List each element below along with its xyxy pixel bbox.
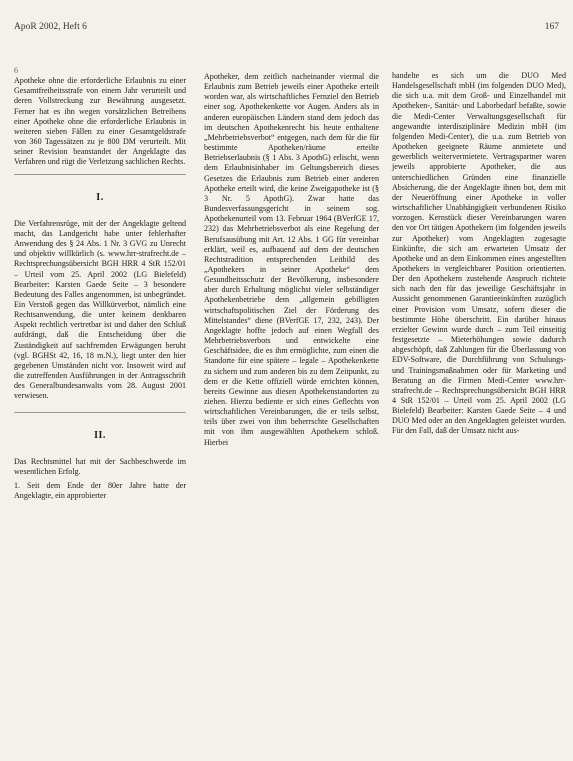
paragraph: handelte es sich um die DUO Med Handelsgesellschaft mbH (im folgenden DUO Med), die sich u.a. mit dem Groß- und Einzelhandel mit Apotheken-, Sanitär- und Laborbedarf befaßte, sowie die Medi-Center Verwaltungsgesellschaft für angewandte interdisziplinäre Medizin mbH (im folgenden Medi-Center), die u.a. zum Betrieb von Apotheken geeignete Räume anmietete und gewerblich weitervermietete. Vertragspartner waren jeweils approbierte Apotheker, die aus unterschiedlichen Gründen eine finanzielle Absicherung, die der Angeklagte ihnen bot, dem mit der Neueröffnung einer Apotheke in voller wirtschaftlicher Unabhängigkeit verbundenen Risiko vorzogen. Kernstück dieser Vereinbarungen waren den vor Ort tätigen Apothekern (im folgenden jeweils zur Apotheker) vom Angeklagten zugesagte Einkünfte, die sich am erwarteten Umsatz der Apotheke und an dem Einkommen eines angestellten Apothekers in vergleichbarer Position orientierten. Der den Apothekern zustehende Anspruch richtete sich nach den für das jeweilige Geschäftsjahr in Aussicht genommenen Garantieeinkünften zuzüglich einer Provision vom Umsatz, sofern dieser die bestimmte Höhe überschritt. Ein darüber hinaus erzielter Gewinn wurde durch – zum Teil einseitig festgesetzte – Mieterhöhungen sowie dadurch abgeschöpft, daß Zahlungen für die Überlassung von EDV-Software, die Durchführung von Schulungs- und Trainingsmaßnahmen oder für Marketing und Beratung an die Firmen Medi-Center www.hrr-strafrecht.de – Rechtsprechungsübersicht BGH HRR 4 StR 152/01 – Urteil vom 25. April 2002 (LG Bielefeld) Bearbeiter: Karsten Gaede Seite – 4 und DUO Med oder an den Angeklagten geleistet wurden. Für den Fall, daß der Umsatz nicht aus- <box>392 71 566 436</box>
section-heading-1: I. <box>96 191 104 203</box>
paragraph: Apotheke ohne die erforderliche Erlaubnis zu einer Gesamtfreiheitsstrafe von einem Jahr verurteilt und deren Vollstreckung zur Bewährung ausgesetzt. Ferner hat es ihn wegen vorsätzlichen Betreibens einer Apotheke ohne die erforderliche Erlaubnis in weiteren sieben Fällen zu einer Gesamtgeldstrafe von 360 Tagessätzen zu je 800 DM verurteilt. Mit seiner Revision beanstandet der Angeklagte das Verfahren und rügt die Verletzung sachlichen Rechts. <box>14 76 186 167</box>
margin-number: 6 <box>14 66 19 75</box>
text-column-2 <box>204 72 379 448</box>
paragraph: 1. Seit dem Ende der 80er Jahre hatte der Angeklagte, ein approbierter <box>14 481 186 501</box>
text-column-3 <box>392 71 566 437</box>
divider <box>14 174 186 175</box>
page-number: 167 <box>544 22 559 32</box>
journal-reference: ApoR 2002, Heft 6 <box>14 22 87 32</box>
section-heading-2: II. <box>94 429 106 441</box>
divider <box>14 412 186 413</box>
paragraph: Das Rechtsmittel hat mit der Sachbeschwerde im wesentlichen Erfolg. <box>14 456 186 476</box>
text-column-1 <box>14 66 186 501</box>
paragraph: Apotheker, dem zeitlich nacheinander viermal die Erlaubnis zum Betrieb jeweils einer Apotheke erteilt worden war, als wirtschaftliches Fernziel den Betrieb einer sog. Apothekenkette vor Augen. Anders als in anderen europäischen Ländern stand dem jedoch das im deutschen Apothekenrecht bis heute enthaltene „Mehrbetriebsverbot“ entgegen, nach dem für die für bestimmte Apotheken/räume erteilte Betriebserlaubnis (§ 1 Abs. 3 ApothG) erlischt, wenn dem Erlaubnisinhaber im Geltungsbereich dieses Gesetzes die Erlaubnis zum Betrieb einer anderen Apotheke erteilt wird, die keine Zweigapotheke ist (§ 3 Nr. 5 ApothG). Zwar hatte das Bundesverfassungsgericht in seinem sog. Apothekenurteil vom 13. Februar 1964 (BVerfGE 17, 232) das Mehrbetriebsverbot als eine Regelung der Berufsausübung mit Art. 12 Abs. 1 GG für vereinbar erklärt, weil es, aufbauend auf dem der deutschen Rechtstradition entsprechenden Leitbild des „Apothekers in seiner Apotheke“ dem Gesundheitsschutz der Bevölkerung, insbesondere aber durch Erhaltung möglichst vieler selbständiger Apothekenbetriebe dem „allgemein gebilligten wirtschaftspolitischen Ziel der Förderung des Mittelstandes“ diene (BVerfGE 17, 232, 243). Der Angeklagte hoffte jedoch auf einen Wegfall des Mehrbetriebsverbots und entwickelte eine Geschäftsidee, die es ihm ermöglichte, zum einen die Standorte für eine spätere – legale – Apothekenkette zu sichern und zum anderen bis zu dem Zeitpunkt, zu dem er die Kette offiziell würde errichten können, bereits Gewinne aus diesen Apothekenstandorten zu ziehen. Hierzu bediente er sich eines Geflechts von wirtschaftlichen Vereinbarungen, die er teils selbst, teils über zwei von ihm beherrschte Gesellschaften mit von ihm ausgewählten Apothekern schloß. Hierbei <box>204 72 379 447</box>
paragraph: Die Verfahrensrüge, mit der der Angeklagte geltend macht, das Landgericht habe unter fehlerhafter Anwendung des § 24 Abs. 1 Nr. 3 GVG zu Unrecht und objektiv willkürlich (s. www.hrr-strafrecht.de – Rechtsprechungsübersicht BGH HRR 4 StR 152/01 – Urteil vom 25. April 2002 (LG Bielefeld) Bearbeiter: Karsten Gaede Seite – 3 besondere Bedeutung des Falles angenommen, ist unbegründet. Ein Verstoß gegen das Willkürverbot, nämlich eine Rechtsanwendung, die unter keinem denkbaren Aspekt rechtlich vertretbar ist und daher den Schluß aufdrängt, daß die Entscheidung über die Zuständigkeit auf sachfremden Erwägungen beruht (vgl. BGHSt 42, 16, 18 m.N.), liegt unter den hier gegebenen Umständen nicht vor. Insoweit wird auf die zutreffenden Ausführungen in der Antragsschrift des Generalbundesanwalts vom 28. August 2001 verwiesen. <box>14 218 186 401</box>
page-header <box>14 22 563 36</box>
